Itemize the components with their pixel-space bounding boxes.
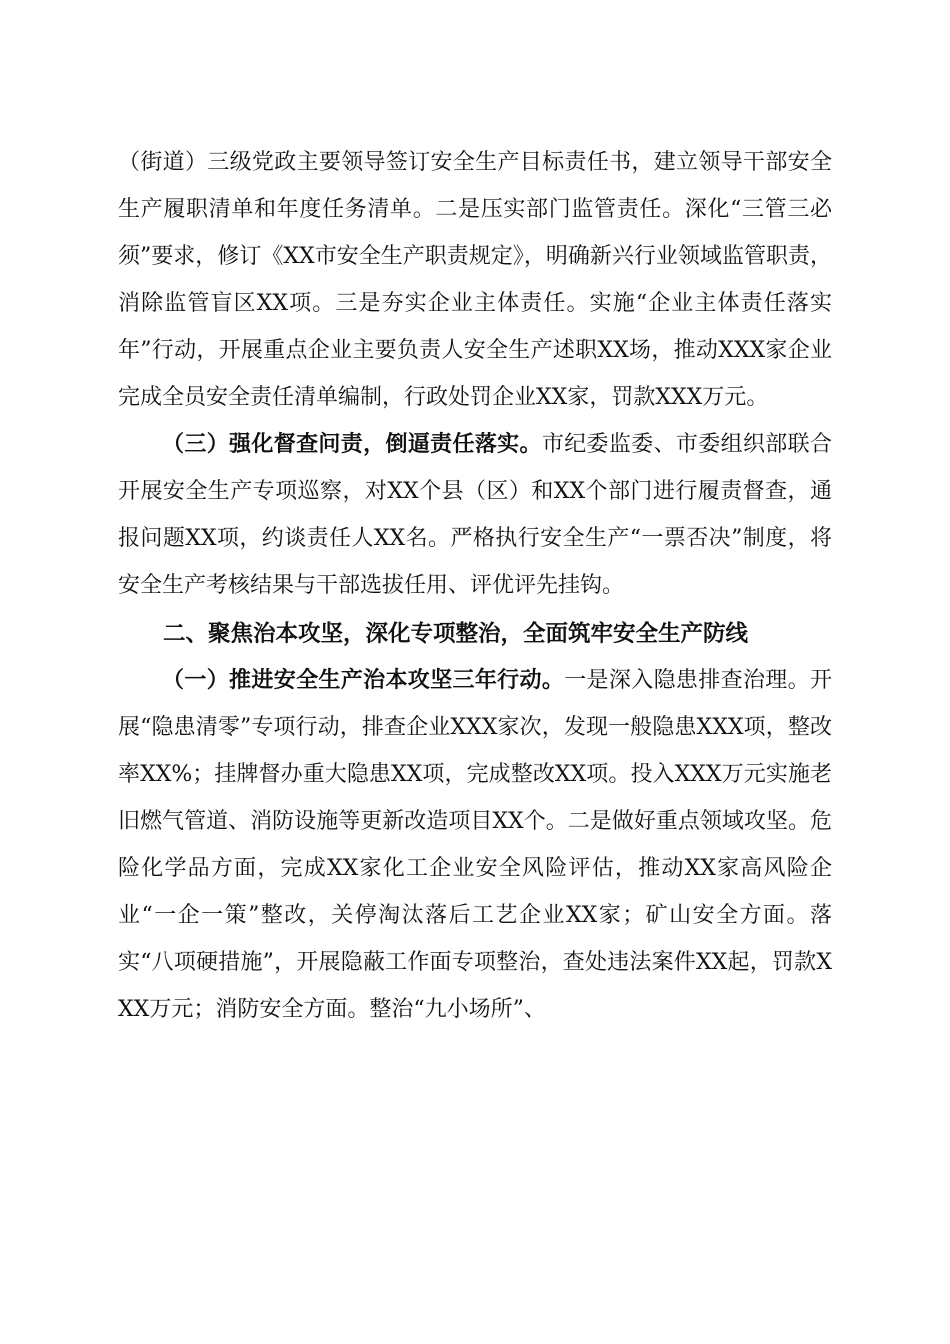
paragraph-section-2-1 — [118, 657, 832, 1033]
document-body — [118, 139, 832, 1033]
section-heading-2: 二、聚焦治本攻坚，深化专项整治，全面筑牢安全生产防线 — [163, 621, 749, 647]
paragraph-continuation: （街道）三级党政主要领导签订安全生产目标责任书，建立领导干部安全生产履职清单和年度任务清单。二是压实部门监管责任。深化“三管三必须”要求，修订《XX市安全生产职责规定》，明确新兴行业领域监管职责，消除监管盲区XX项。三是夯实企业主体责任。实施“企业主体责任落实年”行动，开展重点企业主要负责人安全生产述职XX场，推动XXX家企业完成全员安全责任清单编制，行政处罚企业XX家，罚款XXX万元。 — [118, 150, 832, 410]
subsection-title-2-1: （一）推进安全生产治本攻坚三年行动。 — [162, 668, 565, 693]
subsection-body-2-1: 一是深入隐患排查治理。开展“隐患清零”专项行动，排查企业XXX家次，发现一般隐患XXX项，整改率XX%；挂牌督办重大隐患XX项，完成整改XX项。投入XXX万元实施老旧燃气管道、消防设施等更新改造项目XX个。二是做好重点领域攻坚。危险化学品方面，完成XX家化工企业安全风险评估，推动XX家高风险企业“一企一策”整改，关停淘汰落后工艺企业XX家；矿山安全方面。落实“八项硬措施”，开展隐蔽工作面专项整治，查处违法案件XX起，罚款XXX万元；消防安全方面。整治“九小场所”、 — [118, 668, 832, 1022]
paragraph-section-1-3 — [118, 421, 832, 609]
subsection-title-1-3: （三）强化督查问责，倒逼责任落实。 — [162, 432, 542, 457]
subsection-body-1-3: 市纪委监委、市委组织部联合开展安全生产专项巡察，对XX个县（区）和XX个部门进行履责督查，通报问题XX项，约谈责任人XX名。严格执行安全生产“一票否决”制度，将安全生产考核结果与干部选拔任用、评优评先挂钩。 — [118, 432, 832, 598]
